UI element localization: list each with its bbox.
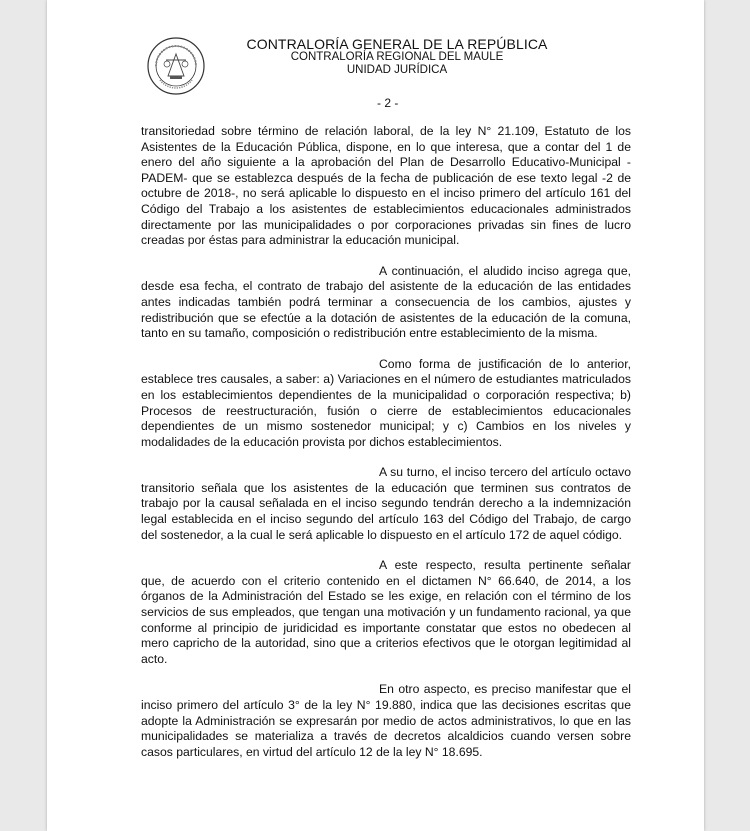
page-number: - 2 - [377,96,399,110]
document-body [141,124,631,775]
header-subtitle: CONTRALORÍA REGIONAL DEL MAULE [290,51,504,63]
header-title: CONTRALORÍA GENERAL DE LA REPÚBLICA [246,36,548,52]
document-page [47,0,704,831]
paragraph: En otro aspecto, es preciso manifestar que el inciso primero del artículo 3° de la ley N° 19.880, indica que las decisiones escritas que adopte la Administración se expresarán por medio de actos administrativos, lo que en las municipalidades se materializa a través de decretos alcaldicios cuando versen sobre casos particulares, en virtud del artículo 12 de la ley N° 18.695. [141,682,631,759]
document-header [187,37,607,77]
paragraph: A este respecto, resulta pertinente señalar que, de acuerdo con el criterio contenido en el dictamen N° 66.640, de 2014, a los órganos de la Administración del Estado se les exige, en relación con el término de los servicios de sus empleados, que tengan una motivación y un fundamento racional, ya que conforme al principio de juridicidad es importante constatar que estos no obedecen al mero capricho de la autoridad, sino que a criterios efectivos que le otorgan legitimidad al acto. [141,558,631,666]
paragraph: A su turno, el inciso tercero del artículo octavo transitorio señala que los asistentes de la educación que terminen sus contratos de trabajo por la causal señalada en el inciso segundo tendrán derecho a la indemnización legal establecida en el inciso segundo del artículo 163 del Código del Trabajo, de cargo del sostenedor, a la cual le será aplicable lo dispuesto en el artículo 172 de aquel código. [141,465,631,542]
paragraph: Como forma de justificación de lo anterior, establece tres causales, a saber: a) Variaciones en el número de estudiantes matriculados en los establecimientos dependientes de la municipalidad o corporación respectiva; b) Procesos de reestructuración, fusión o cierre de establecimientos educacionales dependientes de un mismo sostenedor municipal; y c) Cambios en los niveles y modalidades de la educación provista por dichos establecimientos. [141,356,631,449]
header-unit: UNIDAD JURÍDICA [346,64,448,76]
paragraph: A continuación, el aludido inciso agrega que, desde esa fecha, el contrato de trabajo del asistente de la educación de las entidades antes indicadas también podrá terminar a consecuencia de los cambios, ajustes y redistribución que se efectúe a la dotación de asistentes de la educación de la comuna, tanto en su tamaño, composición o redistribución entre establecimiento de la misma. [141,263,631,341]
paragraph: transitoriedad sobre término de relación laboral, de la ley N° 21.109, Estatuto de los Asistentes de la Educación Pública, dispone, en lo que interesa, que a contar del 1 de enero del año siguiente a la aprobación del Plan de Desarrollo Educativo-Municipal -PADEM- que se establezca después de la fecha de publicación de ese texto legal -2 de octubre de 2018-, no será aplicable lo dispuesto en el inciso primero del artículo 161 del Código del Trabajo a los asistentes de establecimientos educacionales administrados directamente por las municipalidades o por corporaciones privadas sin fines de lucro creadas por éstas para administrar la educación municipal. [141,124,631,248]
